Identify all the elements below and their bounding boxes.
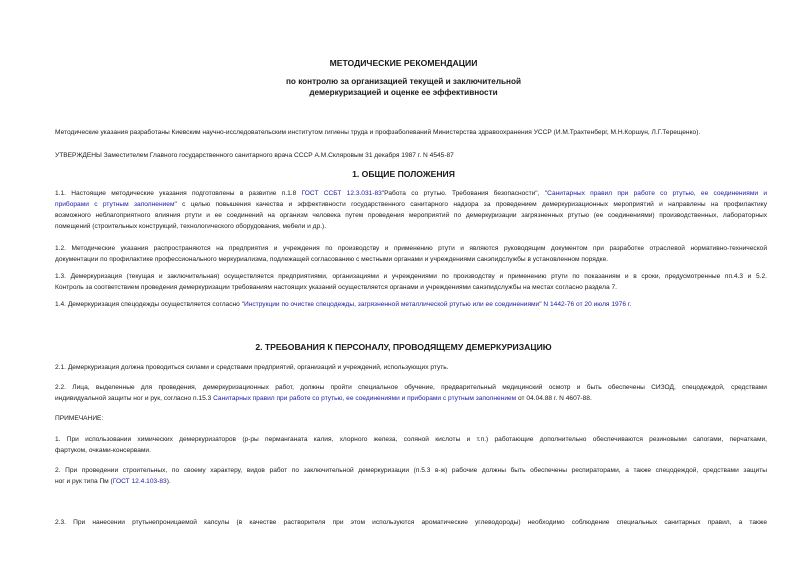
para-1-4-text-a: 1.4. Демеркуризация спецодежды осуществляется согласно " (55, 301, 244, 308)
document-title: МЕТОДИЧЕСКИЕ РЕКОМЕНДАЦИИ (329, 58, 478, 68)
note-2-text-a: ног и рук типа Пм ( (55, 478, 113, 485)
gost-12-3-031-83-link[interactable]: ГОСТ ССБТ 12.3.031-83 (301, 190, 382, 197)
para-1-1-line2 (55, 199, 767, 210)
sanitary-rules-link-cont[interactable]: приборами с ртутным заполнением (55, 201, 175, 208)
para-1-1-text-c: " с целью повышения качества и эффективности государственного санитарного надзора за проведением демеркуризационных мероприятий и направлены на профилактику (174, 201, 767, 208)
developed-by-text: Методические указания разработаны Киевским научно-исследовательским институтом гигиены труда и профзаболеваний Министерства здравоохранения УССР (И.М.Трахтенберг, М.Н.Коршун, Л.Г.Терещенко). (55, 129, 701, 136)
para-1-3-line1: 1.3. Демеркуризация (текущая и заключительная) осуществляется предприятиями, организациями и учреждениями по производству и применению ртути по показаниям и в сроки, предусмотренные пп.4.3 и 5.2. (55, 273, 767, 280)
note-2-text-b: ). (166, 478, 171, 485)
note-1-line2: фартуком, очками-консервами. (55, 447, 151, 454)
para-1-4 (55, 299, 631, 310)
para-2-2-line2 (55, 393, 592, 404)
sanitary-rules-link-2[interactable]: Санитарных правил при работе со ртутью, ее соединениями и приборами с ртутным заполнением (213, 395, 517, 402)
para-1-2-line2: документации по профилактике профессионального меркуриализма, подлежащей согласованию с местными органами и учреждениями санэпидслужбы в установленном порядке. (55, 256, 609, 263)
para-2-1: 2.1. Демеркуризация должна проводиться силами и средствами предприятий, организаций и учреждений, использующих ртуть. (55, 364, 449, 371)
para-1-1-line3: возможного неблагоприятного влияния ртути и ее соединений на организм человека путем проведения мероприятий по демеркуризации загрязненных ртутью (ее соединениями) производственных, лабораторных (55, 212, 767, 219)
para-1-1-text-a: 1.1. Настоящие методические указания подготовлены в развитие п.1.8 (55, 190, 302, 197)
para-1-1-text-b: "Работа со ртутью. Требования безопасности", " (381, 190, 548, 197)
gost-12-4-103-83-link[interactable]: ГОСТ 12.4.103-83 (112, 478, 167, 485)
sanitary-rules-link[interactable]: Санитарных правил при работе со ртутью, ее соединениями и (547, 190, 767, 197)
para-2-3-line1: 2.3. При нанесении ртутьнепроницаемой капсулы (в качестве растворителя при этом используются ароматические углеводороды) необходимо соблюдение специальных санитарных правил, а также (55, 519, 767, 526)
note-2-line2 (55, 476, 171, 487)
para-1-3-line2: Контроль за соответствием проведения демеркуризации требованиям настоящих указаний осуществляется органами и учреждениями санэпидслужбы на местах согласно раздела 7. (55, 284, 617, 291)
para-1-4-text-b: " (539, 301, 544, 308)
instruction-1442-76-link[interactable]: N 1442-76 от 20 июля 1976 г (543, 301, 630, 308)
section-1-heading: 1. ОБЩИЕ ПОЛОЖЕНИЯ (352, 169, 455, 179)
para-2-2-text-a: индивидуальной защиты ног и рук, согласно п.15.3 (55, 395, 214, 402)
para-2-2-line1: 2.2. Лица, выделенные для проведения, демеркуризационных работ, должны пройти специальное обучение, предварительный медицинский осмотр и быть обеспечены СИЗОД, спецодеждой, средствами (55, 384, 767, 391)
note-2-line1: 2. При проведении строительных, по своему характеру, видов работ по заключительной демеркуризации (п.5.3 в-ж) рабочие должны быть обеспечены респираторами, а также спецодеждой, средствами защиты (55, 467, 767, 474)
note-1-line1: 1. При использовании химических демеркуризаторов (р-ры перманганата калия, хлорного железа, соляной кислоты и т.п.) работающие дополнительно обеспечиваются резиновыми сапогами, перчатками, (55, 436, 767, 443)
document-subtitle-line1: по контролю за организацией текущей и заключительной (285, 77, 522, 86)
para-1-4-text-c: . (629, 301, 632, 308)
note-label: ПРИМЕЧАНИЕ: (55, 415, 104, 422)
para-1-2-line1: 1.2. Методические указания распространяются на предприятия и учреждения по производству и применению ртути и являются руководящим документом при разработке отраслевой нормативно-технической (55, 245, 767, 252)
para-1-1-line1 (55, 188, 767, 199)
para-1-1-line4: помещений (строительных конструкций, технологического оборудования, мебели и др.). (55, 223, 327, 230)
document-subtitle-line2: демеркуризацией и оценке ее эффективности (309, 88, 498, 97)
overalls-cleaning-instruction-link[interactable]: Инструкции по очистке спецодежды, загрязненной металлической ртутью или ее соединениями (244, 301, 540, 308)
para-2-2-text-b: от 04.04.88 г. N 4607-88. (516, 395, 592, 402)
section-2-heading: 2. ТРЕБОВАНИЯ К ПЕРСОНАЛУ, ПРОВОДЯЩЕМУ ДЕМЕРКУРИЗАЦИЮ (255, 342, 552, 352)
approved-by-text: УТВЕРЖДЕНЫ Заместителем Главного государственного санитарного врача СССР А.М.Скляровым 31 декабря 1987 г. N 4545-87 (55, 152, 454, 159)
